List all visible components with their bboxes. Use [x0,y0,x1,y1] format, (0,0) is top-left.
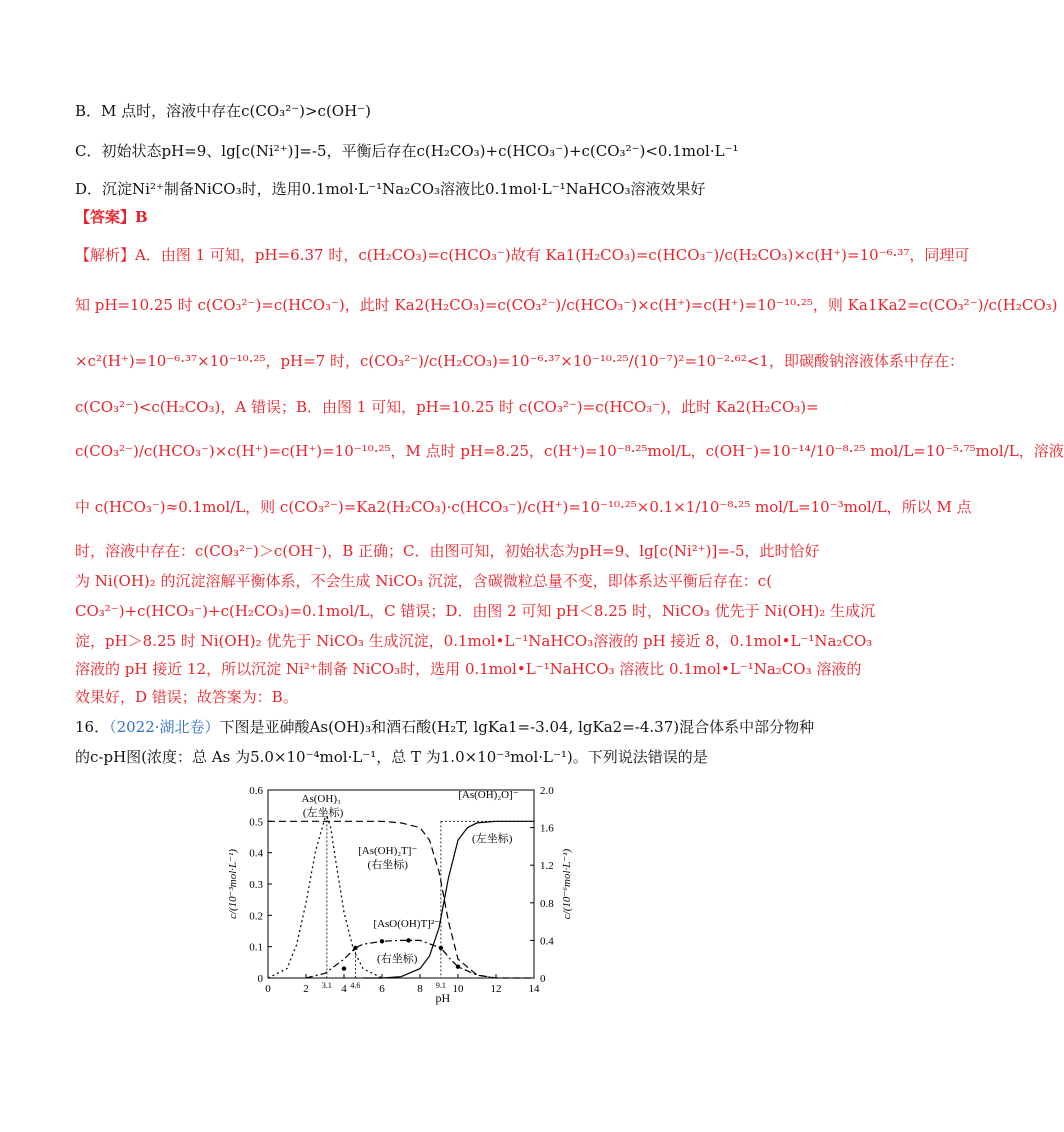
marked-x-label: 4.6 [350,981,361,990]
y-left-tick-label: 0.5 [249,816,263,829]
answer-label: 【答案】B [75,208,148,226]
x-tick-label: 6 [379,983,385,995]
analysis-line-5: c(CO₃²⁻)/c(HCO₃⁻)×c(H⁺)=c(H⁺)=10⁻¹⁰·²⁵，M 点时 pH=8.25，c(H⁺)=10⁻⁸·²⁵mol/L，c(OH⁻)=10⁻¹⁴/10⁻⁸·²⁵ mol/L=10⁻⁵·⁷⁵mol/L，溶液 [75,442,1064,460]
c-ph-chart [222,776,580,1008]
analysis-line-3: ×c²(H⁺)=10⁻⁶·³⁷×10⁻¹⁰·²⁵，pH=7 时，c(CO₃²⁻)/c(H₂CO₃)=10⁻⁶·³⁷×10⁻¹⁰·²⁵/(10⁻⁷)²=10⁻²·⁶²<1，即碳酸钠溶液体系中存在： [75,352,964,370]
x-tick-label: 8 [417,983,423,995]
y-left-tick-label: 0 [257,973,263,985]
y-right-tick-label: 0.4 [540,935,554,948]
x-axis-label: pH [435,991,451,1005]
analysis-line-7: 时，溶液中存在：c(CO₃²⁻)＞c(OH⁻)，B 正确；C．由图可知，初始状态为pH=9、lg[c(Ni²⁺)]=-5，此时恰好 [75,542,820,560]
x-tick-label: 4 [341,983,347,995]
y-left-tick-label: 0.3 [249,879,263,891]
y-right-axis-label: c/(10⁻⁶mol·L⁻¹) [561,848,573,920]
question-16-line-2: 的c-pH图(浓度：总 As 为5.0×10⁻⁴mol·L⁻¹，总 T 为1.0×10⁻³mol·L⁻¹)。下列说法错误的是 [75,748,708,766]
analysis-line-10: 淀，pH＞8.25 时 Ni(OH)₂ 优先于 NiCO₃ 生成沉淀，0.1mol•L⁻¹NaHCO₃溶液的 pH 接近 8，0.1mol•L⁻¹Na₂CO₃ [75,632,873,650]
y-left-tick-label: 0.4 [249,847,263,860]
data-marker [342,966,346,970]
label-aso-oht: [AsO(OH)T]²⁻ [373,918,440,930]
analysis-line-9: CO₃²⁻)+c(HCO₃⁻)+c(H₂CO₃)=0.1mol/L，C 错误；D．由图 2 可知 pH＜8.25 时，NiCO₃ 优先于 Ni(OH)₂ 生成沉 [75,602,876,620]
label-as-oh2o: [As(OH)₂O]⁻ [458,789,519,801]
data-marker [380,939,384,943]
x-tick-label: 2 [303,983,309,995]
analysis-line-12: 效果好，D 错误；故答案为：B。 [75,688,298,706]
question-text-1: 下图是亚砷酸As(OH)₃和酒石酸(H₂T, lgKa1=-3.04, lgKa2=-4.37)混合体系中部分物种 [219,718,815,736]
data-marker [456,965,460,969]
x-tick-label: 14 [528,983,540,995]
analysis-line-4: c(CO₃²⁻)<c(H₂CO₃)，A 错误；B．由图 1 可知，pH=10.25 时 c(CO₃²⁻)=c(HCO₃⁻)，此时 Ka2(H₂CO₃)= [75,398,819,416]
marked-x-label: 9.1 [435,981,446,990]
analysis-line-6: 中 c(HCO₃⁻)≈0.1mol/L，则 c(CO₃²⁻)=Ka2(H₂CO₃)·c(HCO₃⁻)/c(H⁺)=10⁻¹⁰·²⁵×0.1×1/10⁻⁸·²⁵ mol/L=10⁻³mol/L，所以 M 点 [75,498,972,516]
x-tick-label: 10 [452,983,464,995]
y-right-tick-label: 0.8 [540,897,554,910]
question-16-line-1 [75,716,815,738]
chart-svg [222,776,580,1008]
x-tick-label: 0 [265,983,271,995]
series-line-2 [268,816,382,978]
data-marker [406,938,410,942]
y-right-tick-label: 0 [540,973,546,985]
label-as-oh3: As(OH)₃ [301,793,341,805]
question-source: （2022·湖北卷） [109,718,220,736]
label-as-oh2t-axis: (右坐标) [367,859,408,871]
y-left-tick-label: 0.2 [249,910,263,923]
y-right-tick-label: 2.0 [540,785,554,797]
y-right-tick-label: 1.2 [540,860,554,873]
y-left-tick-label: 0.6 [249,785,263,797]
y-left-tick-label: 0.1 [249,941,263,954]
question-number: 16． [75,718,110,736]
label-as-oh2t: [As(OH)₂T]⁻ [358,845,418,857]
analysis-line-1: 【解析】A．由图 1 可知，pH=6.37 时，c(H₂CO₃)=c(HCO₃⁻)故有 Ka1(H₂CO₃)=c(HCO₃⁻)/c(H₂CO₃)×c(H⁺)=10⁻⁶·³⁷，同理可 [75,246,970,264]
option-d: D．沉淀Ni²⁺制备NiCO₃时，选用0.1mol·L⁻¹Na₂CO₃溶液比0.1mol·L⁻¹NaHCO₃溶液效果好 [75,180,706,198]
marked-x-label: 3.1 [321,981,332,990]
x-tick-label: 12 [490,983,502,995]
option-b: B．M 点时，溶液中存在c(CO₃²⁻)>c(OH⁻) [75,102,371,120]
option-c: C．初始状态pH=9、lg[c(Ni²⁺)]=-5，平衡后存在c(H₂CO₃)+c(HCO₃⁻)+c(CO₃²⁻)<0.1mol·L⁻¹ [75,142,739,160]
y-left-axis-label: c/(10⁻³mol·L⁻¹) [227,849,239,919]
label-as-oh2o-axis: (左坐标) [472,833,513,845]
analysis-line-2: 知 pH=10.25 时 c(CO₃²⁻)=c(HCO₃⁻)，此时 Ka2(H₂CO₃)=c(CO₃²⁻)/c(HCO₃⁻)×c(H⁺)=c(H⁺)=10⁻¹⁰·²⁵，则 Ka1Ka2=c(CO₃²⁻)/c(H₂CO₃) [75,296,1058,314]
label-as-oh3-axis: (左坐标) [302,807,344,819]
analysis-line-8: 为 Ni(OH)₂ 的沉淀溶解平衡体系，不会生成 NiCO₃ 沉淀，含碳微粒总量不变，即体系达平衡后存在：c( [75,572,773,590]
label-aso-oht-axis: (右坐标) [377,953,418,965]
analysis-line-11: 溶液的 pH 接近 12，所以沉淀 Ni²⁺制备 NiCO₃时，选用 0.1mol•L⁻¹NaHCO₃ 溶液比 0.1mol•L⁻¹Na₂CO₃ 溶液的 [75,660,862,678]
y-right-tick-label: 1.6 [540,822,554,835]
